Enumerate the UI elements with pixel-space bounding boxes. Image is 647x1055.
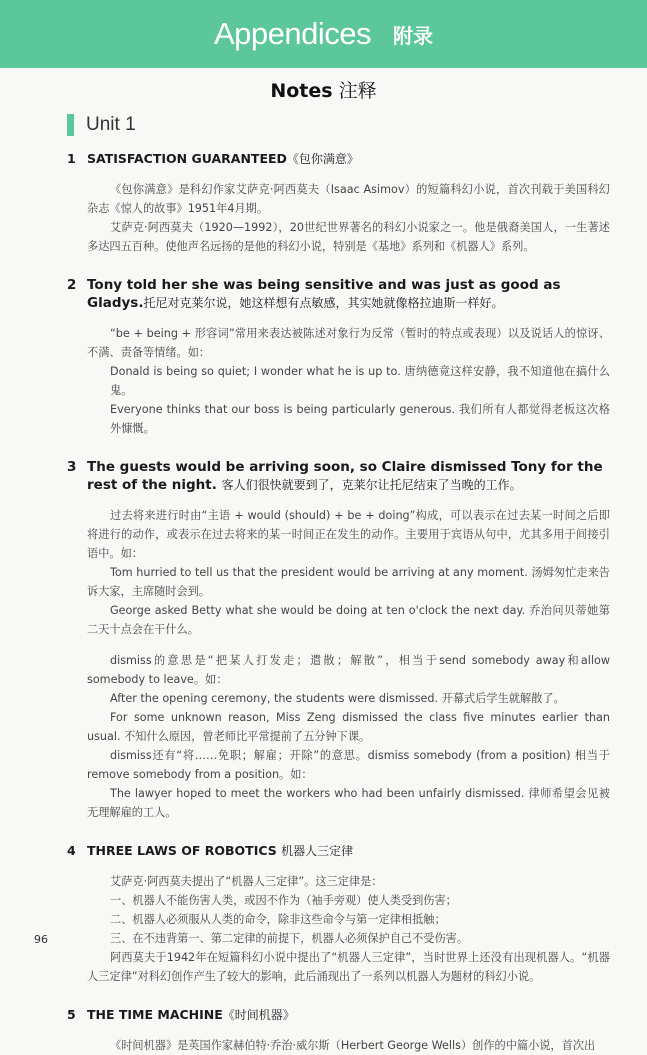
note-paragraph: 艾萨克·阿西莫夫提出了“机器人三定律”。这三定律是： — [110, 875, 383, 888]
note-number: 2 — [67, 277, 77, 293]
note-2-heading — [67, 276, 610, 312]
note-heading-en: THE TIME MACHINE — [87, 1007, 223, 1022]
note-example: Tom hurried to tell us that the president would be arriving at any moment. 汤姆匆忙走来告诉大家，主席随时会到。 — [87, 566, 610, 598]
note-paragraph: 艾萨克·阿西莫夫（1920—1992），20世纪世界著名的科幻小说家之一。他是俄裔美国人，一生著述多达四五百种。使他声名远扬的是他的科幻小说，特别是《基地》系列和《机器人》系列。 — [87, 221, 610, 253]
note-heading-en: THREE LAWS OF ROBOTICS — [87, 843, 277, 858]
note-heading-en: Tony told her she was being sensitive and was just as good as Gladys. — [87, 277, 561, 311]
robot-law-2: 二、机器人必须服从人类的命令，除非这些命令与第一定律相抵触； — [110, 913, 446, 926]
note-example: George asked Betty what she would be doing at ten o'clock the next day. 乔治问贝蒂她第二天十点会在干什么。 — [87, 604, 610, 636]
note-paragraph: 《时间机器》是英国作家赫伯特·乔治·威尔斯（Herbert George Wells）创作的中篇小说，首次出 — [110, 1039, 596, 1052]
note-number: 1 — [67, 151, 76, 166]
note-example: Donald is being so quiet; I wonder what he is up to. 唐纳德竟这样安静，我不知道他在搞什么鬼。 — [110, 365, 610, 397]
note-paragraph: 阿西莫夫于1942年在短篇科幻小说中提出了“机器人三定律”，当时世界上还没有出现机器人。“机器人三定律”对科幻创作产生了较大的影响，此后涌现出了一系列以机器人为题材的科幻小说。 — [87, 951, 610, 983]
notes-content — [67, 150, 610, 1055]
note-paragraph: “be + being + 形容词”常用来表达被陈述对象行为反常（暂时的特点或表现）以及说话人的惊讶、不满、责备等情绪。如： — [87, 327, 610, 359]
note-number: 4 — [67, 843, 76, 858]
note-heading-zh: 《时间机器》 — [222, 1008, 295, 1022]
note-3-heading — [67, 458, 610, 494]
note-heading-en: The guests would be arriving soon, so Claire dismissed Tony for the rest of the night. — [87, 459, 603, 493]
note-example: Everyone thinks that our boss is being particularly generous. 我们所有人都觉得老板这次格外慷慨。 — [110, 403, 610, 435]
note-paragraph: dismiss的意思是“把某人打发走；遣散；解散”，相当于send somebody away和allow somebody to leave。如： — [87, 654, 610, 686]
note-paragraph: 《包你满意》是科幻作家艾萨克·阿西莫夫（Isaac Asimov）的短篇科幻小说，首次刊载于美国科幻杂志《惊人的故事》1951年4月期。 — [87, 183, 610, 215]
note-number: 5 — [67, 1007, 76, 1022]
note-heading-zh: 《包你满意》 — [286, 152, 359, 166]
robot-law-3: 三、在不违背第一、第二定律的前提下，机器人必须保护自己不受伤害。 — [110, 932, 469, 945]
banner-title-en: Appendices — [213, 16, 371, 51]
notes-title-zh: 注释 — [338, 80, 377, 102]
note-paragraph: dismiss还有“将……免职；解雇；开除”的意思。dismiss somebody (from a position) 相当于remove somebody from a position。如： — [87, 749, 610, 781]
note-1-heading — [67, 150, 610, 168]
page-number: 96 — [34, 933, 48, 946]
note-heading-zh: 托尼对克莱尔说，她这样想有点敏感，其实她就像格拉迪斯一样好。 — [143, 296, 504, 310]
notes-title-en: Notes — [270, 80, 333, 102]
note-paragraph: 过去将来进行时由“主语 + would (should) + be + doing”构成，可以表示在过去某一时间之后即将进行的动作，或表示在过去将来的某一时间正在发生的动作。主要用于宾语从句中，尤其多用于间接引语中。如： — [87, 509, 610, 560]
note-4-heading — [67, 842, 610, 860]
note-example: The lawyer hoped to meet the workers who had been unfairly dismissed. 律师希望会见被无理解雇的工人。 — [87, 787, 610, 819]
robot-law-1: 一、机器人不能伤害人类，或因不作为（袖手旁观）使人类受到伤害； — [110, 894, 457, 907]
unit-accent-bar — [67, 114, 74, 136]
note-example: For some unknown reason, Miss Zeng dismissed the class five minutes earlier than usual. 不知什么原因，曾老师比平常提前了五分钟下课。 — [87, 711, 610, 743]
note-heading-en: SATISFACTION GUARANTEED — [87, 151, 287, 166]
unit-label: Unit 1 — [86, 114, 136, 135]
banner-title-zh: 附录 — [393, 23, 433, 48]
unit-heading — [67, 114, 136, 136]
note-heading-zh: 客人们很快就要到了，克莱尔让托尼结束了当晚的工作。 — [221, 478, 522, 492]
note-number: 3 — [67, 459, 77, 475]
notes-title — [0, 76, 647, 103]
note-5-heading — [67, 1006, 610, 1024]
note-example: After the opening ceremony, the students were dismissed. 开幕式后学生就解散了。 — [110, 692, 565, 705]
appendices-banner — [0, 0, 647, 68]
note-heading-zh: 机器人三定律 — [281, 844, 354, 858]
